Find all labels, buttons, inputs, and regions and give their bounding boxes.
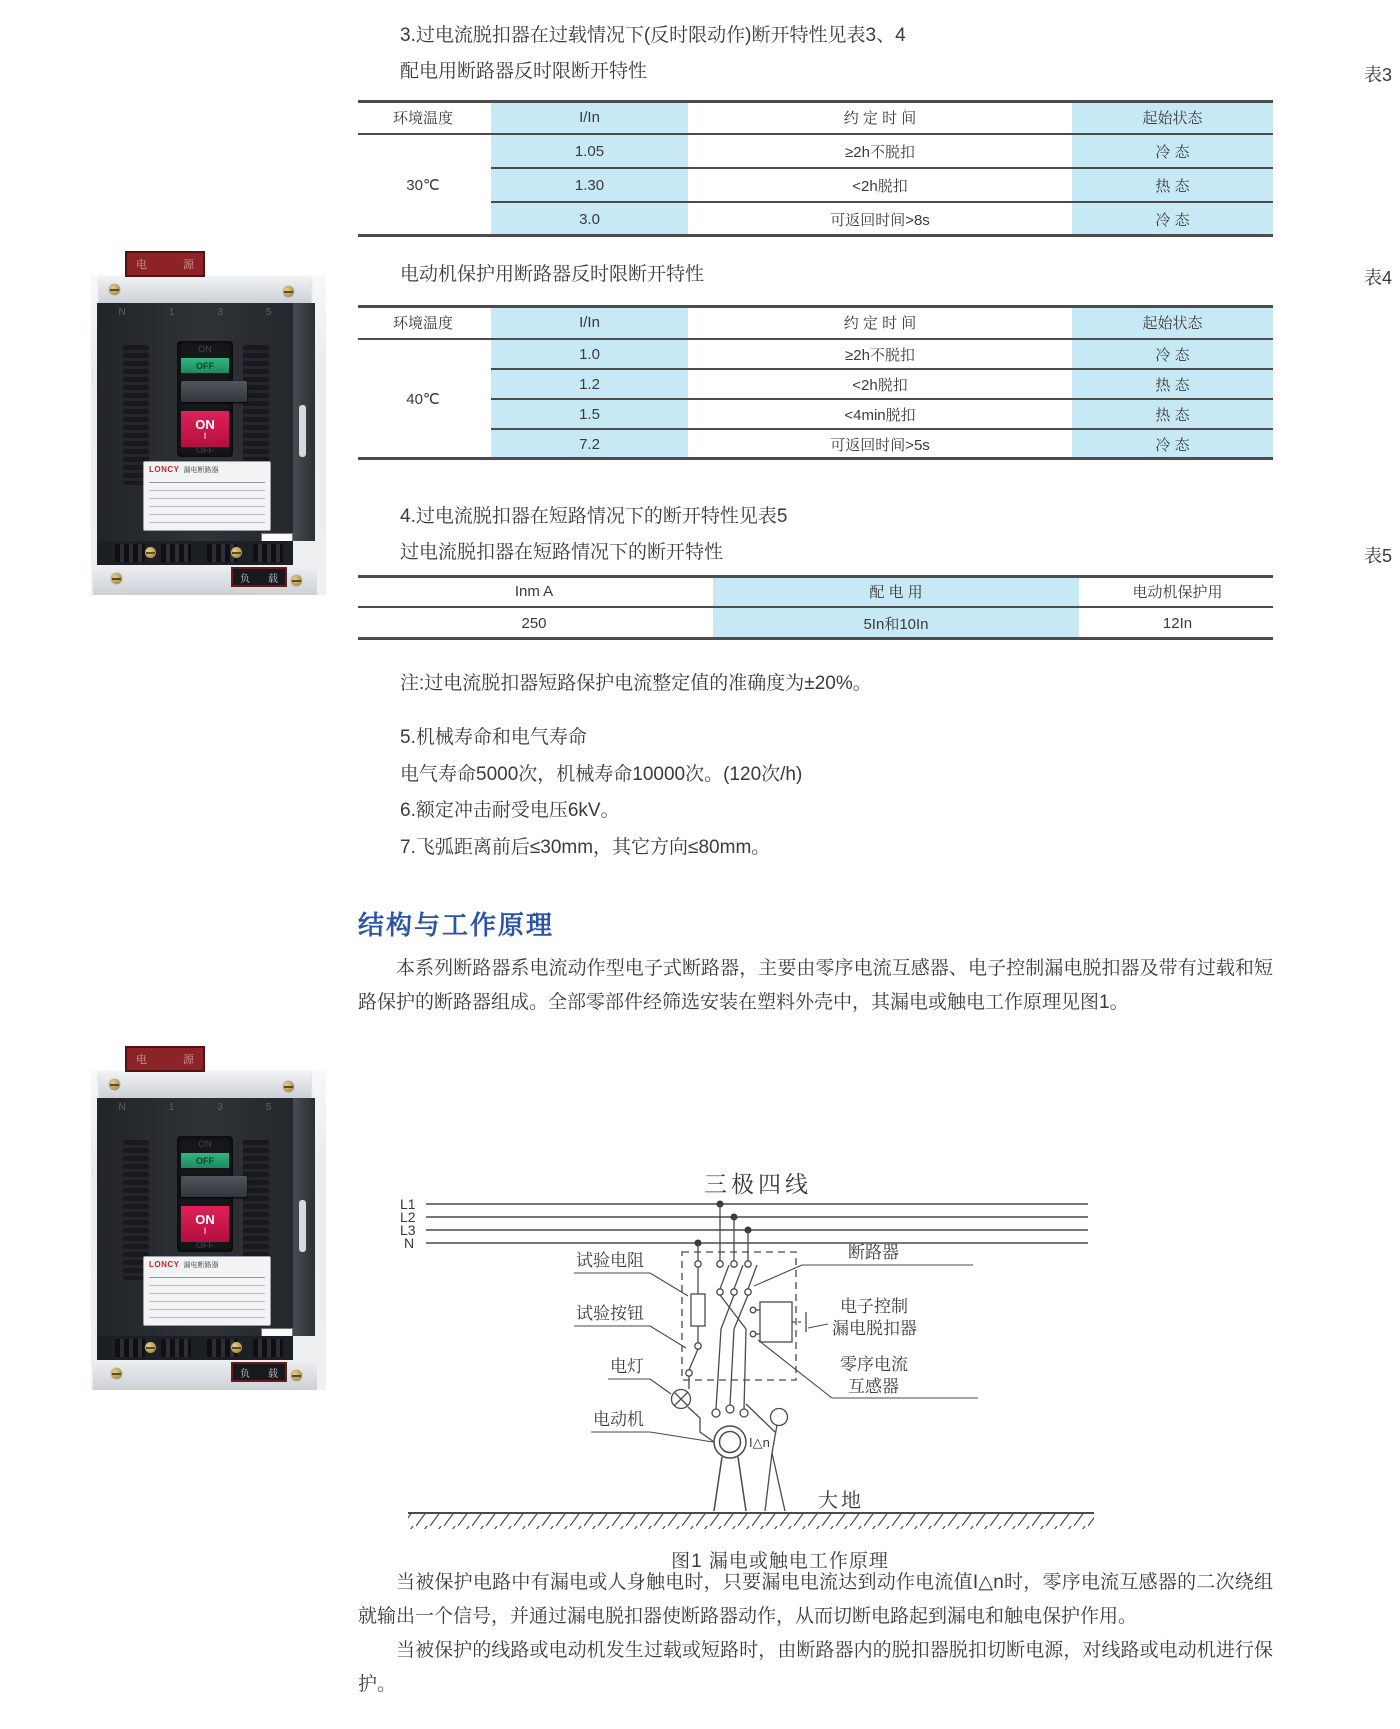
table-rule	[358, 457, 1273, 460]
t3-header-iin: I/In	[491, 100, 688, 134]
switch-recess	[177, 1136, 233, 1252]
t3-cell: 1.05	[491, 134, 688, 168]
load-side-label	[231, 1362, 287, 1382]
table-rule	[491, 167, 1273, 169]
t5-header-dist: 配 电 用	[713, 575, 1079, 607]
section-header-structure: 结构与工作原理	[358, 910, 555, 940]
switch-recess	[177, 341, 233, 457]
pole-mark: N	[118, 1102, 126, 1113]
test-button-leader	[574, 1326, 686, 1348]
etrip-label-line1: 电子控制	[840, 1297, 908, 1316]
screw-icon	[111, 573, 122, 584]
structure-paragraph: 本系列断路器系电流动作型电子式断路器，主要由零序电流互感器、电子控制漏电脱扣器及带有过载和短路保护的断路器组成。全部零部件经筛选安装在塑料外壳中，其漏电或触电工作原理见图1。	[358, 958, 1273, 1013]
line-label-l3: L3	[400, 1222, 416, 1238]
t4-header-temp: 环境温度	[392, 314, 453, 332]
idn-label: I△n	[749, 1435, 770, 1450]
test-button-symbol	[695, 1343, 701, 1349]
section4-intro: 4.过电流脱扣器在短路情况下的断开特性见表5	[400, 506, 788, 527]
power-side-label	[125, 1046, 205, 1072]
line-label-n: N	[404, 1235, 415, 1251]
screw-icon	[283, 286, 294, 297]
t4-header-state: 起始状态	[1072, 305, 1273, 339]
power-side-char: 电	[136, 259, 147, 271]
switch-on-indicator	[181, 411, 229, 447]
t3-header-temp: 环境温度	[392, 109, 453, 127]
pole-mark: 3	[217, 307, 223, 318]
switch-bottom-mark: OFF	[196, 445, 214, 455]
test-resistor-label: 试验电阻	[576, 1251, 644, 1270]
ct-label-line2: 互感器	[848, 1377, 899, 1396]
pole-mark: 1	[168, 1102, 175, 1113]
load-side-char: 载	[268, 573, 278, 585]
t4-cell: 7.2	[491, 429, 688, 459]
trip-unit-symbol	[760, 1302, 806, 1342]
t4-cell: 热 态	[1072, 369, 1273, 399]
screw-icon	[109, 284, 120, 295]
test-button-label: 试验按钮	[576, 1304, 644, 1323]
table-rule	[491, 368, 1273, 370]
t4-cell: 冷 态	[1072, 339, 1273, 369]
t3-cell: 冷 态	[1072, 202, 1273, 236]
nameplate	[143, 461, 271, 531]
t3-temp-cell: 30℃	[406, 177, 440, 194]
t4-header-iin: I/In	[491, 305, 688, 339]
brand-description: 漏电断路器	[183, 467, 219, 474]
t3-cell: <2h脱扣	[852, 177, 908, 195]
load-side-char: 负	[240, 573, 250, 585]
arc-text: 7.飞弧距离前后≤30mm，其它方向≤80mm。	[400, 837, 771, 858]
terminal-fins	[115, 1339, 145, 1357]
table5	[358, 575, 1273, 639]
pole-mark: 3	[217, 1102, 223, 1113]
paragraph-leakage: 当被保护电路中有漏电或人身触电时，只要漏电电流达到动作电流值I△n时，零序电流互感器的二次绕组就输出一个信号，并通过漏电脱扣器使断路器动作，从而切断电路起到漏电和触电保护作用。	[358, 1572, 1273, 1627]
load-side-char: 载	[268, 1368, 278, 1380]
screw-icon	[291, 1370, 302, 1381]
brand-description: 漏电断路器	[183, 1262, 219, 1269]
table4-title: 电动机保护用断路器反时限断开特性	[400, 264, 705, 285]
screw-icon	[291, 575, 302, 586]
nameplate-line	[149, 514, 265, 515]
earth-label: 大地	[818, 1490, 864, 1512]
t4-header-time: 约 定 时 间	[843, 314, 917, 332]
load-side-label	[231, 567, 287, 587]
breaker-photo-bottom	[85, 1040, 330, 1390]
table5-tag: 表5	[1363, 546, 1392, 566]
table-rule	[358, 305, 1273, 308]
nameplate-line	[149, 482, 265, 483]
breaker-top-flange	[99, 1072, 311, 1098]
motor-label: 电动机	[593, 1410, 644, 1429]
t4-cell: 可返回时间>5s	[830, 436, 930, 454]
t4-cell: 1.0	[491, 339, 688, 369]
person-figure	[746, 1404, 788, 1511]
screw-icon	[145, 1342, 156, 1353]
pole-mark: 5	[265, 307, 272, 318]
t4-cell: 1.5	[491, 399, 688, 429]
t3-cell: 3.0	[491, 202, 688, 236]
brand-logo: LONCY	[149, 465, 180, 474]
breaker-handle	[181, 381, 247, 402]
test-resistor-symbol	[691, 1294, 705, 1326]
t3-header-state: 起始状态	[1072, 100, 1273, 134]
nameplate-line	[149, 1301, 265, 1302]
table-rule	[358, 234, 1273, 237]
terminal-fins	[253, 544, 283, 562]
screw-icon	[283, 1081, 294, 1092]
pole-mark: N	[118, 307, 126, 318]
t4-cell: <2h脱扣	[852, 376, 908, 394]
screw-icon	[109, 1079, 120, 1090]
note-accuracy: 注:过电流脱扣器短路保护电流整定值的准确度为±20%。	[400, 673, 872, 694]
table-rule	[358, 575, 1273, 578]
screw-icon	[231, 1342, 242, 1353]
t4-temp-cell: 40℃	[406, 391, 440, 408]
side-slot	[299, 1200, 306, 1252]
t4-cell: 冷 态	[1072, 429, 1273, 459]
paragraph-overload: 当被保护的线路或电动机发生过载或短路时，由断路器内的脱扣器脱扣切断电源，对线路或电动机进行保护。	[358, 1640, 1273, 1695]
table-rule	[358, 133, 1273, 135]
on-sub-text: I	[203, 1225, 207, 1236]
breaker-photo-top	[85, 245, 330, 595]
table4	[358, 305, 1273, 459]
switch-off-indicator: OFF	[181, 1153, 229, 1168]
t4-cell: ≥2h不脱扣	[845, 346, 915, 364]
leakage-working-principle-diagram	[388, 1166, 1172, 1550]
screw-icon	[111, 1368, 122, 1379]
breaker-contacts	[695, 1261, 757, 1295]
lamp-leader	[608, 1379, 671, 1394]
screw-icon	[231, 547, 242, 558]
test-resistor-leader	[574, 1273, 688, 1296]
table3	[358, 100, 1273, 236]
load-side-char: 负	[240, 1368, 250, 1380]
t4-cell: <4min脱扣	[844, 406, 916, 424]
etrip-label-line2: 漏电脱扣器	[832, 1319, 917, 1338]
t5-header-inm: Inm A	[514, 582, 554, 600]
pole-mark: 5	[265, 1102, 272, 1113]
ct-symbol	[720, 1295, 760, 1337]
table4-tag: 表4	[1363, 268, 1392, 288]
test-branch	[672, 1267, 715, 1442]
table-rule	[358, 338, 1273, 340]
on-text: ON	[195, 1211, 215, 1227]
power-side-label	[125, 251, 205, 277]
nameplate-line	[149, 522, 265, 523]
t5-header-motor: 电动机保护用	[1132, 583, 1223, 601]
life-text: 电气寿命5000次，机械寿命10000次。(120次/h)	[400, 764, 803, 785]
switch-top-mark: ON	[198, 344, 212, 354]
table-rule	[491, 398, 1273, 400]
terminal-fins	[253, 1339, 283, 1357]
t3-cell: 1.30	[491, 168, 688, 202]
t3-cell: 可返回时间>8s	[830, 211, 930, 229]
terminal-fins	[161, 544, 191, 562]
t3-header-time: 约 定 时 间	[843, 109, 917, 127]
line-label-l1: L1	[400, 1196, 416, 1212]
nameplate-line	[149, 1285, 265, 1286]
table-rule	[491, 201, 1273, 203]
nameplate-line	[149, 506, 265, 507]
power-side-char: 源	[183, 259, 194, 271]
nameplate-line	[149, 498, 265, 499]
t3-cell: 冷 态	[1072, 134, 1273, 168]
t3-cell: ≥2h不脱扣	[845, 143, 915, 161]
table3-tag: 表3	[1363, 65, 1392, 85]
life-title: 5.机械寿命和电气寿命	[400, 727, 587, 748]
line-label-l2: L2	[400, 1209, 416, 1225]
ct-label-line1: 零序电流	[840, 1355, 908, 1374]
switch-top-mark: ON	[198, 1139, 212, 1149]
breaker-handle	[181, 1176, 247, 1197]
table-rule	[358, 606, 1273, 608]
brand-logo: LONCY	[149, 1260, 180, 1269]
nameplate-line	[149, 1317, 265, 1318]
section3-intro: 3.过电流脱扣器在过载情况下(反时限动作)断开特性见表3、4	[400, 25, 906, 46]
pole-markings	[97, 307, 293, 318]
table-rule	[358, 100, 1273, 103]
power-side-char: 源	[183, 1054, 194, 1066]
power-lines	[426, 1204, 1088, 1243]
terminal-fins	[161, 1339, 191, 1357]
t5-cell: 12In	[1162, 614, 1193, 632]
line-taps	[695, 1201, 752, 1247]
motor-leader	[591, 1432, 713, 1442]
motor-symbol	[714, 1426, 746, 1511]
table3-title: 配电用断路器反时限断开特性	[400, 61, 648, 82]
switch-off-indicator: OFF	[181, 358, 229, 373]
pole-markings	[97, 1102, 293, 1113]
table-rule	[491, 428, 1273, 430]
diagram-title: 三极四线	[704, 1171, 812, 1197]
on-text: ON	[195, 416, 215, 432]
nameplate-line	[149, 1293, 265, 1294]
t5-cell: 250	[521, 614, 547, 632]
power-side-char: 电	[136, 1054, 147, 1066]
nameplate-line	[149, 1309, 265, 1310]
side-slot	[299, 405, 306, 457]
nameplate-line	[149, 490, 265, 491]
on-sub-text: I	[203, 430, 207, 441]
motor-wires	[712, 1329, 748, 1417]
terminal-fins	[115, 544, 145, 562]
figure-caption: 图1 漏电或触电工作原理	[671, 1551, 889, 1572]
table5-title: 过电流脱扣器在短路情况下的断开特性	[400, 542, 724, 563]
t3-cell: 热 态	[1072, 168, 1273, 202]
pole-mark: 1	[168, 307, 175, 318]
table-rule	[358, 637, 1273, 640]
screw-icon	[145, 547, 156, 558]
breaker-label: 断路器	[848, 1243, 899, 1262]
nameplate-line	[149, 1277, 265, 1278]
impulse-text: 6.额定冲击耐受电压6kV。	[400, 800, 620, 821]
switch-bottom-mark: OFF	[196, 1240, 214, 1250]
switch-on-indicator	[181, 1206, 229, 1242]
nameplate	[143, 1256, 271, 1326]
breaker-top-flange	[99, 277, 311, 303]
t5-cell: 5In和10In	[713, 607, 1079, 639]
lamp-label: 电灯	[610, 1357, 644, 1376]
t4-cell: 1.2	[491, 369, 688, 399]
breaker-leader	[754, 1265, 973, 1286]
t4-cell: 热 态	[1072, 399, 1273, 429]
ground-hatch	[408, 1514, 1094, 1529]
etrip-leader	[808, 1324, 828, 1328]
